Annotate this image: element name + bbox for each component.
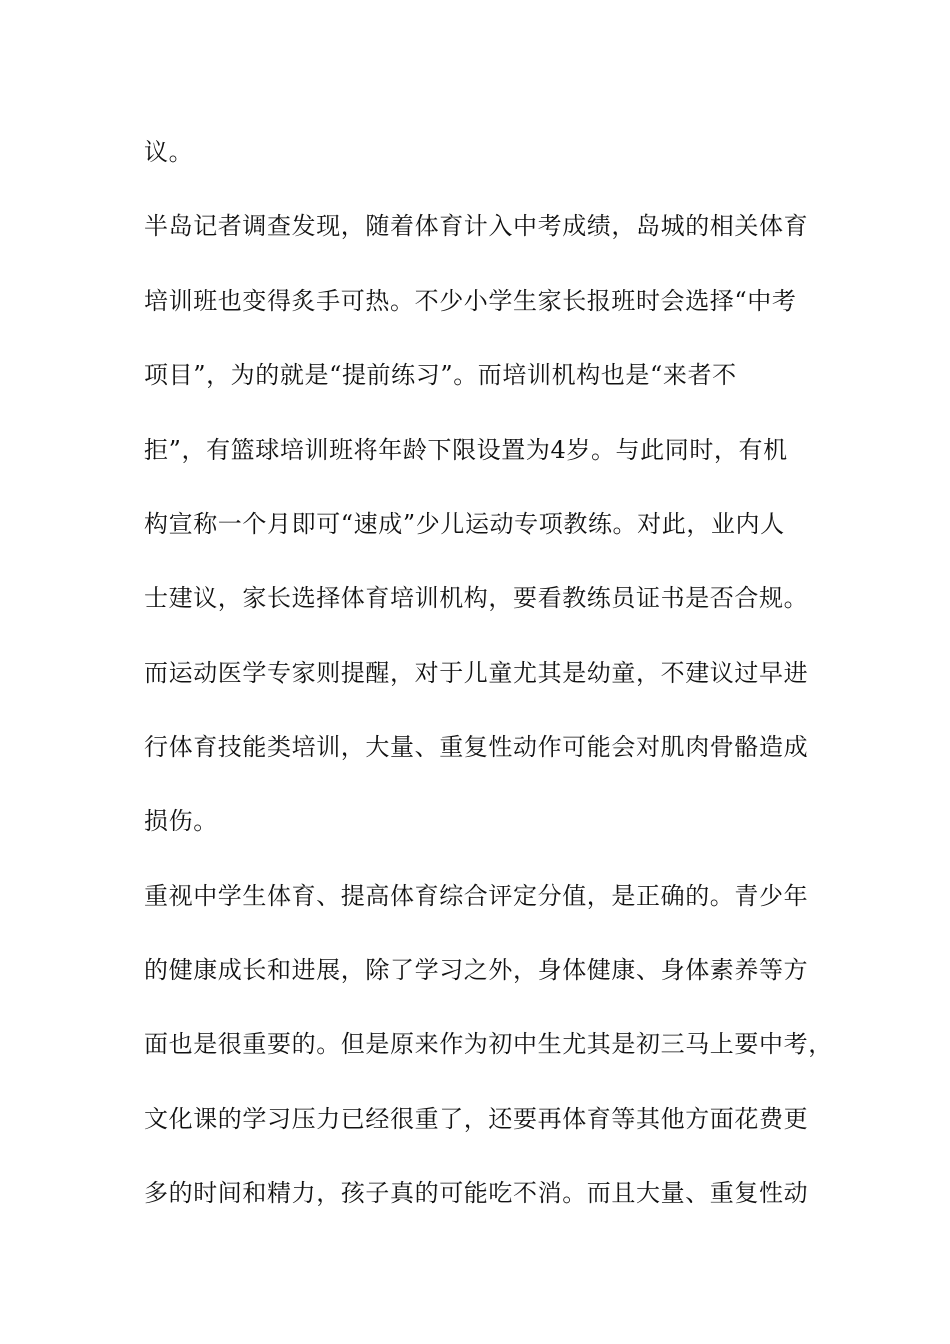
text-line: 议。 [144, 138, 194, 166]
text-line: 面也是很重要的。但是原来作为初中生尤其是初三马上要中考， [144, 1030, 833, 1058]
text-line: 项目”，为的就是“提前练习”。而培训机构也是“来者不 [144, 361, 737, 389]
text-line: 构宣称一个月即可“速成”少儿运动专项教练。对此，业内人 [144, 510, 785, 538]
text-line: 行体育技能类培训，大量、重复性动作可能会对肌肉骨骼造成 [144, 733, 809, 761]
text-line: 培训班也变得炙手可热。不少小学生家长报班时会选择“中考 [144, 287, 797, 315]
text-line: 多的时间和精力，孩子真的可能吃不消。而且大量、重复性动 [144, 1179, 809, 1207]
text-line: 的健康成长和进展，除了学习之外，身体健康、身体素养等方 [144, 956, 809, 984]
text-line: 重视中学生体育、提高体育综合评定分值，是正确的。青少年 [144, 882, 809, 910]
text-line: 士建议，家长选择体育培训机构，要看教练员证书是否合规。 [144, 584, 809, 612]
text-line: 损伤。 [144, 807, 218, 835]
text-line: 半岛记者调查发现，随着体育计入中考成绩，岛城的相关体育 [144, 212, 809, 240]
text-line: 文化课的学习压力已经很重了，还要再体育等其他方面花费更 [144, 1105, 809, 1133]
text-line: 拒”，有篮球培训班将年龄下限设置为4岁。与此同时，有机 [144, 436, 788, 464]
text-line: 而运动医学专家则提醒，对于儿童尤其是幼童，不建议过早进 [144, 659, 809, 687]
